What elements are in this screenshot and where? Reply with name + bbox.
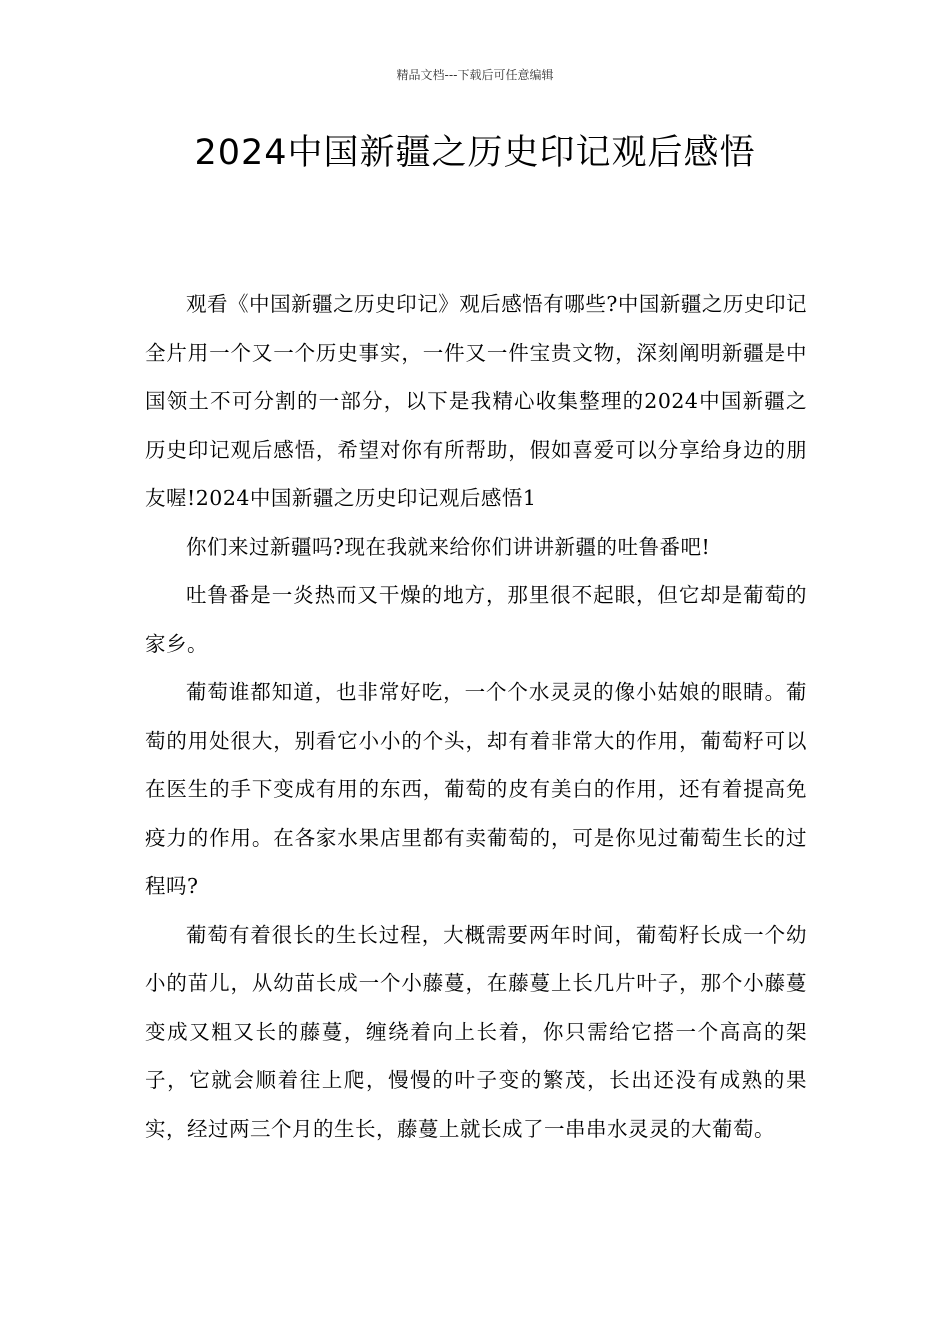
document-title: 2024中国新疆之历史印记观后感悟 — [194, 133, 756, 173]
paragraph: 观看《中国新疆之历史印记》观后感悟有哪些?中国新疆之历史印记全片用一个又一个历史事实，一件又一件宝贵文物，深刻阐明新疆是中国领土不可分割的一部分，以下是我精心收集整理的2024中国新疆之历史印记观后感悟，希望对你有所帮助，假如喜爱可以分享给身边的朋友喔!2024中国新疆之历史印记观后感悟1 — [145, 292, 807, 510]
paragraph: 你们来过新疆吗?现在我就来给你们讲讲新疆的吐鲁番吧! — [186, 534, 711, 559]
header-note: 精品文档---下载后可任意编辑 — [396, 68, 554, 82]
document-body — [145, 280, 807, 1153]
paragraph: 葡萄有着很长的生长过程，大概需要两年时间，葡萄籽长成一个幼小的苗儿，从幼苗长成一个小藤蔓，在藤蔓上长几片叶子，那个小藤蔓变成又粗又长的藤蔓，缠绕着向上长着，你只需给它搭一个高高的架子，它就会顺着往上爬，慢慢的叶子变的繁茂，长出还没有成熟的果实，经过两三个月的生长，藤蔓上就长成了一串串水灵灵的大葡萄。 — [145, 922, 807, 1141]
paragraph: 葡萄谁都知道，也非常好吃，一个个水灵灵的像小姑娘的眼睛。葡萄的用处很大，别看它小小的个头，却有着非常大的作用，葡萄籽可以在医生的手下变成有用的东西，葡萄的皮有美白的作用，还有着提高免疫力的作用。在各家水果店里都有卖葡萄的，可是你见过葡萄生长的过程吗? — [145, 680, 807, 898]
paragraph: 吐鲁番是一炎热而又干燥的地方，那里很不起眼，但它却是葡萄的家乡。 — [145, 583, 807, 656]
